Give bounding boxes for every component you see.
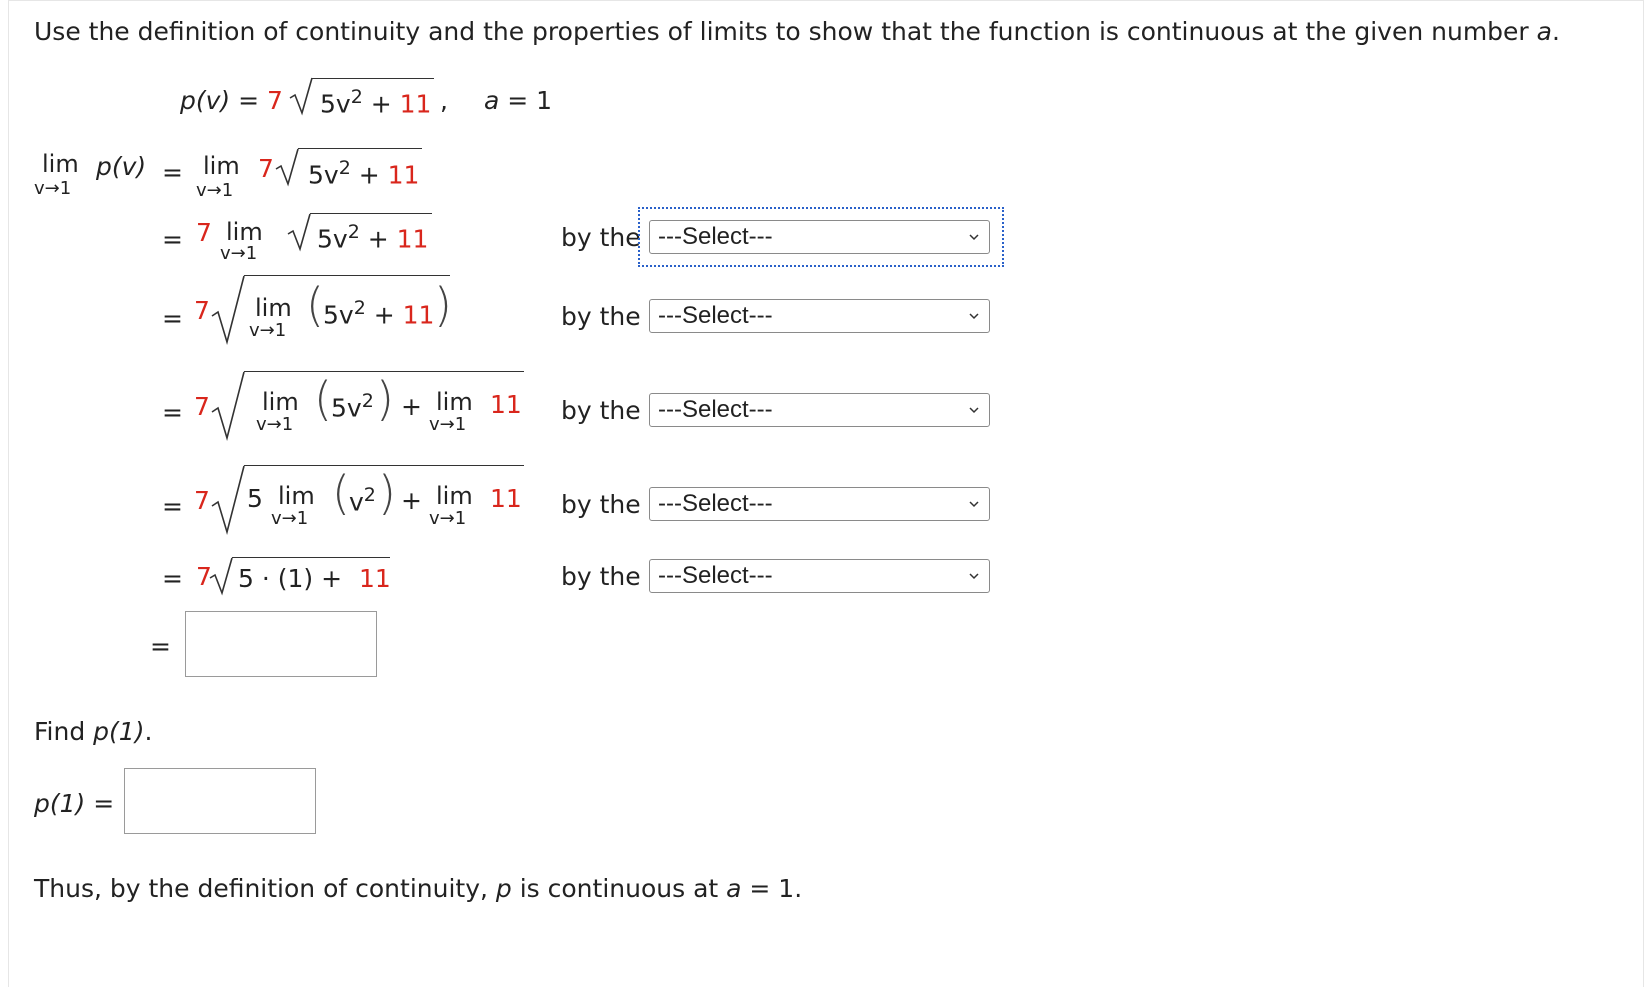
chevron-down-icon xyxy=(969,232,979,242)
p-of-v: p(v) xyxy=(96,152,147,181)
lim-sub: v→1 xyxy=(196,180,234,201)
s6-const xyxy=(490,484,522,513)
s4-lim xyxy=(255,294,292,322)
eq-sign-5 xyxy=(162,492,183,521)
s6-lim-b xyxy=(436,482,473,510)
s7-expr xyxy=(238,564,342,593)
s5-lim-b xyxy=(436,388,473,416)
find-end: . xyxy=(144,717,153,746)
plus: + xyxy=(401,392,422,421)
lim-word: lim xyxy=(278,482,315,510)
radicand-const: 11 xyxy=(387,160,420,190)
s5-inner xyxy=(331,390,374,422)
find-prompt xyxy=(34,717,152,746)
property-select-1[interactable] xyxy=(649,220,990,254)
eq-sign-6 xyxy=(162,564,183,593)
by-the-label-1 xyxy=(561,223,641,252)
s1-radicand xyxy=(308,157,419,189)
lim-sub: v→1 xyxy=(220,243,258,264)
s4-inner xyxy=(323,297,434,329)
coef: 7 xyxy=(196,562,212,591)
s3-radicand xyxy=(317,221,428,253)
lim-word: lim xyxy=(203,152,240,180)
s4-lim-sub xyxy=(249,320,286,341)
coef: 7 xyxy=(196,218,212,247)
p1-answer-input[interactable] xyxy=(124,768,316,834)
s3-coef xyxy=(196,218,212,247)
select-placeholder: ---Select--- xyxy=(658,490,773,517)
instruction-var-a: a xyxy=(1536,17,1552,46)
by-the-text: by the xyxy=(561,396,641,425)
function-definition xyxy=(180,86,283,115)
radical-bar xyxy=(310,213,432,214)
s6-lim-a xyxy=(278,482,315,510)
p1-label xyxy=(34,789,114,818)
property-select-2[interactable] xyxy=(649,299,990,333)
function-lhs: p(v) = xyxy=(180,86,260,115)
inner-term: 5v xyxy=(331,393,362,423)
radical-sign-icon xyxy=(210,370,250,440)
eq-sign-3 xyxy=(162,304,183,333)
conclusion-p: p xyxy=(495,874,512,903)
eq-1: = xyxy=(162,158,183,187)
radical-sign-icon xyxy=(210,274,250,344)
s3-lim-sub xyxy=(220,243,257,264)
eq-7: = xyxy=(150,632,171,661)
lim-word: lim xyxy=(255,294,292,322)
s5-const xyxy=(490,390,522,419)
radicand-exp: 2 xyxy=(350,86,363,108)
radical-bar xyxy=(298,148,422,149)
conclusion-part2: is continuous at xyxy=(511,874,727,903)
select-placeholder: ---Select--- xyxy=(658,396,773,423)
conclusion-part3: = 1. xyxy=(741,874,803,903)
five: 5 xyxy=(247,484,263,513)
inner-exp: 2 xyxy=(353,297,366,319)
chevron-down-icon xyxy=(969,311,979,321)
eq-6: = xyxy=(162,564,183,593)
s6-lim-b-sub xyxy=(429,508,466,529)
property-select-5[interactable] xyxy=(649,559,990,593)
open-paren: ( xyxy=(332,466,350,520)
open-paren: ( xyxy=(314,372,332,426)
by-the-text: by the xyxy=(561,302,641,331)
lim-sub: v→1 xyxy=(34,178,72,199)
find-text: Find xyxy=(34,717,94,746)
instruction-period: . xyxy=(1551,17,1560,46)
lim-sub: v→1 xyxy=(256,414,294,435)
conclusion-text xyxy=(34,874,802,903)
radicand-const: 11 xyxy=(396,224,429,254)
by-the-text: by the xyxy=(561,490,641,519)
chevron-down-icon xyxy=(969,405,979,415)
instruction-text xyxy=(34,17,1560,46)
s1-coef xyxy=(258,154,274,183)
radicand-exp: 2 xyxy=(347,221,360,243)
close-paren: ) xyxy=(434,278,452,332)
s6-five xyxy=(247,484,263,513)
radicand-term: 5v xyxy=(320,89,351,119)
radical-sign-icon xyxy=(210,464,250,534)
function-radicand xyxy=(320,86,431,118)
radicand-plus: + xyxy=(358,160,380,190)
s5-coef xyxy=(194,392,210,421)
inner-const: 11 xyxy=(402,300,435,330)
close-paren: ) xyxy=(376,372,394,426)
property-select-3[interactable] xyxy=(649,393,990,427)
chevron-down-icon xyxy=(969,571,979,581)
eq-sign-7 xyxy=(150,632,171,661)
s5-lim-b-sub xyxy=(429,414,466,435)
chevron-down-icon xyxy=(969,499,979,509)
eq-sign-4 xyxy=(162,398,183,427)
select-placeholder: ---Select--- xyxy=(658,302,773,329)
coef: 7 xyxy=(258,154,274,183)
function-comma xyxy=(440,86,448,115)
inner-term: v xyxy=(349,487,364,517)
inner-exp: 2 xyxy=(363,484,376,506)
lim-sub: v→1 xyxy=(249,320,287,341)
lim-sub: v→1 xyxy=(429,508,467,529)
radicand-const: 11 xyxy=(399,89,432,119)
lim-word: lim xyxy=(436,388,473,416)
lhs-p-of-v xyxy=(96,152,146,181)
radical-bar xyxy=(244,275,450,276)
eq-2: = xyxy=(162,225,183,254)
radicand-exp: 2 xyxy=(338,157,351,179)
given-a-label: a xyxy=(484,86,500,115)
by-the-text: by the xyxy=(561,223,641,252)
s6-plus xyxy=(401,486,422,515)
lim-word: lim xyxy=(226,218,263,246)
property-select-4[interactable] xyxy=(649,487,990,521)
find-func: p(1) xyxy=(93,717,145,746)
radical-bar xyxy=(312,78,434,79)
lim-word: lim xyxy=(436,482,473,510)
inner-exp: 2 xyxy=(361,390,374,412)
s6-inner xyxy=(349,484,376,516)
lim-sub: v→1 xyxy=(271,508,309,529)
s1-lim-sub xyxy=(196,180,233,201)
radicand-term: 5v xyxy=(317,224,348,254)
const: 11 xyxy=(490,484,522,513)
const: 11 xyxy=(490,390,522,419)
radical-bar xyxy=(232,557,390,558)
by-the-label-5 xyxy=(561,562,641,591)
lim-word: lim xyxy=(42,150,79,178)
radical-sign-icon xyxy=(208,556,238,596)
s5-lim-a xyxy=(262,388,299,416)
lim-sub: v→1 xyxy=(429,414,467,435)
close-paren: ) xyxy=(378,466,396,520)
s6-coef xyxy=(194,486,210,515)
by-the-label-3 xyxy=(561,396,641,425)
expr: 5 · (1) + xyxy=(238,564,343,593)
eq-sign-2 xyxy=(162,225,183,254)
limit-answer-input[interactable] xyxy=(185,611,377,677)
radical-sign-icon xyxy=(286,212,316,252)
s6-lim-a-sub xyxy=(271,508,308,529)
function-coef: 7 xyxy=(267,86,283,115)
coef: 7 xyxy=(194,296,210,325)
eq-3: = xyxy=(162,304,183,333)
inner-plus: + xyxy=(373,300,395,330)
p1-label-text: p(1) = xyxy=(34,789,115,818)
eq-4: = xyxy=(162,398,183,427)
s1-lim xyxy=(203,152,240,180)
plus: + xyxy=(401,486,422,515)
instruction-body: Use the definition of continuity and the properties of limits to show that the function is continuous at the given number xyxy=(34,17,1537,46)
s5-lim-a-sub xyxy=(256,414,293,435)
by-the-label-2 xyxy=(561,302,641,331)
s4-coef xyxy=(194,296,210,325)
const: 11 xyxy=(359,564,391,593)
select-placeholder: ---Select--- xyxy=(658,562,773,589)
lhs-lim xyxy=(42,150,79,178)
radical-sign-icon xyxy=(288,76,318,116)
radicand-plus: + xyxy=(370,89,392,119)
inner-term: 5v xyxy=(323,300,354,330)
conclusion-a: a xyxy=(726,874,742,903)
eq-5: = xyxy=(162,492,183,521)
by-the-text: by the xyxy=(561,562,641,591)
given-a-value: = 1 xyxy=(507,86,553,115)
select-placeholder: ---Select--- xyxy=(658,223,773,250)
radicand-plus: + xyxy=(367,224,389,254)
radicand-term: 5v xyxy=(308,160,339,190)
open-paren: ( xyxy=(306,278,324,332)
coef: 7 xyxy=(194,392,210,421)
lim-word: lim xyxy=(262,388,299,416)
given-a xyxy=(484,86,552,115)
s3-lim xyxy=(226,218,263,246)
comma-text: , xyxy=(440,86,448,115)
s5-plus xyxy=(401,392,422,421)
lhs-lim-sub xyxy=(34,178,71,199)
by-the-label-4 xyxy=(561,490,641,519)
eq-sign-1 xyxy=(162,158,183,187)
s7-const xyxy=(359,564,391,593)
coef: 7 xyxy=(194,486,210,515)
conclusion-part1: Thus, by the definition of continuity, xyxy=(34,874,496,903)
radical-sign-icon xyxy=(274,147,304,187)
